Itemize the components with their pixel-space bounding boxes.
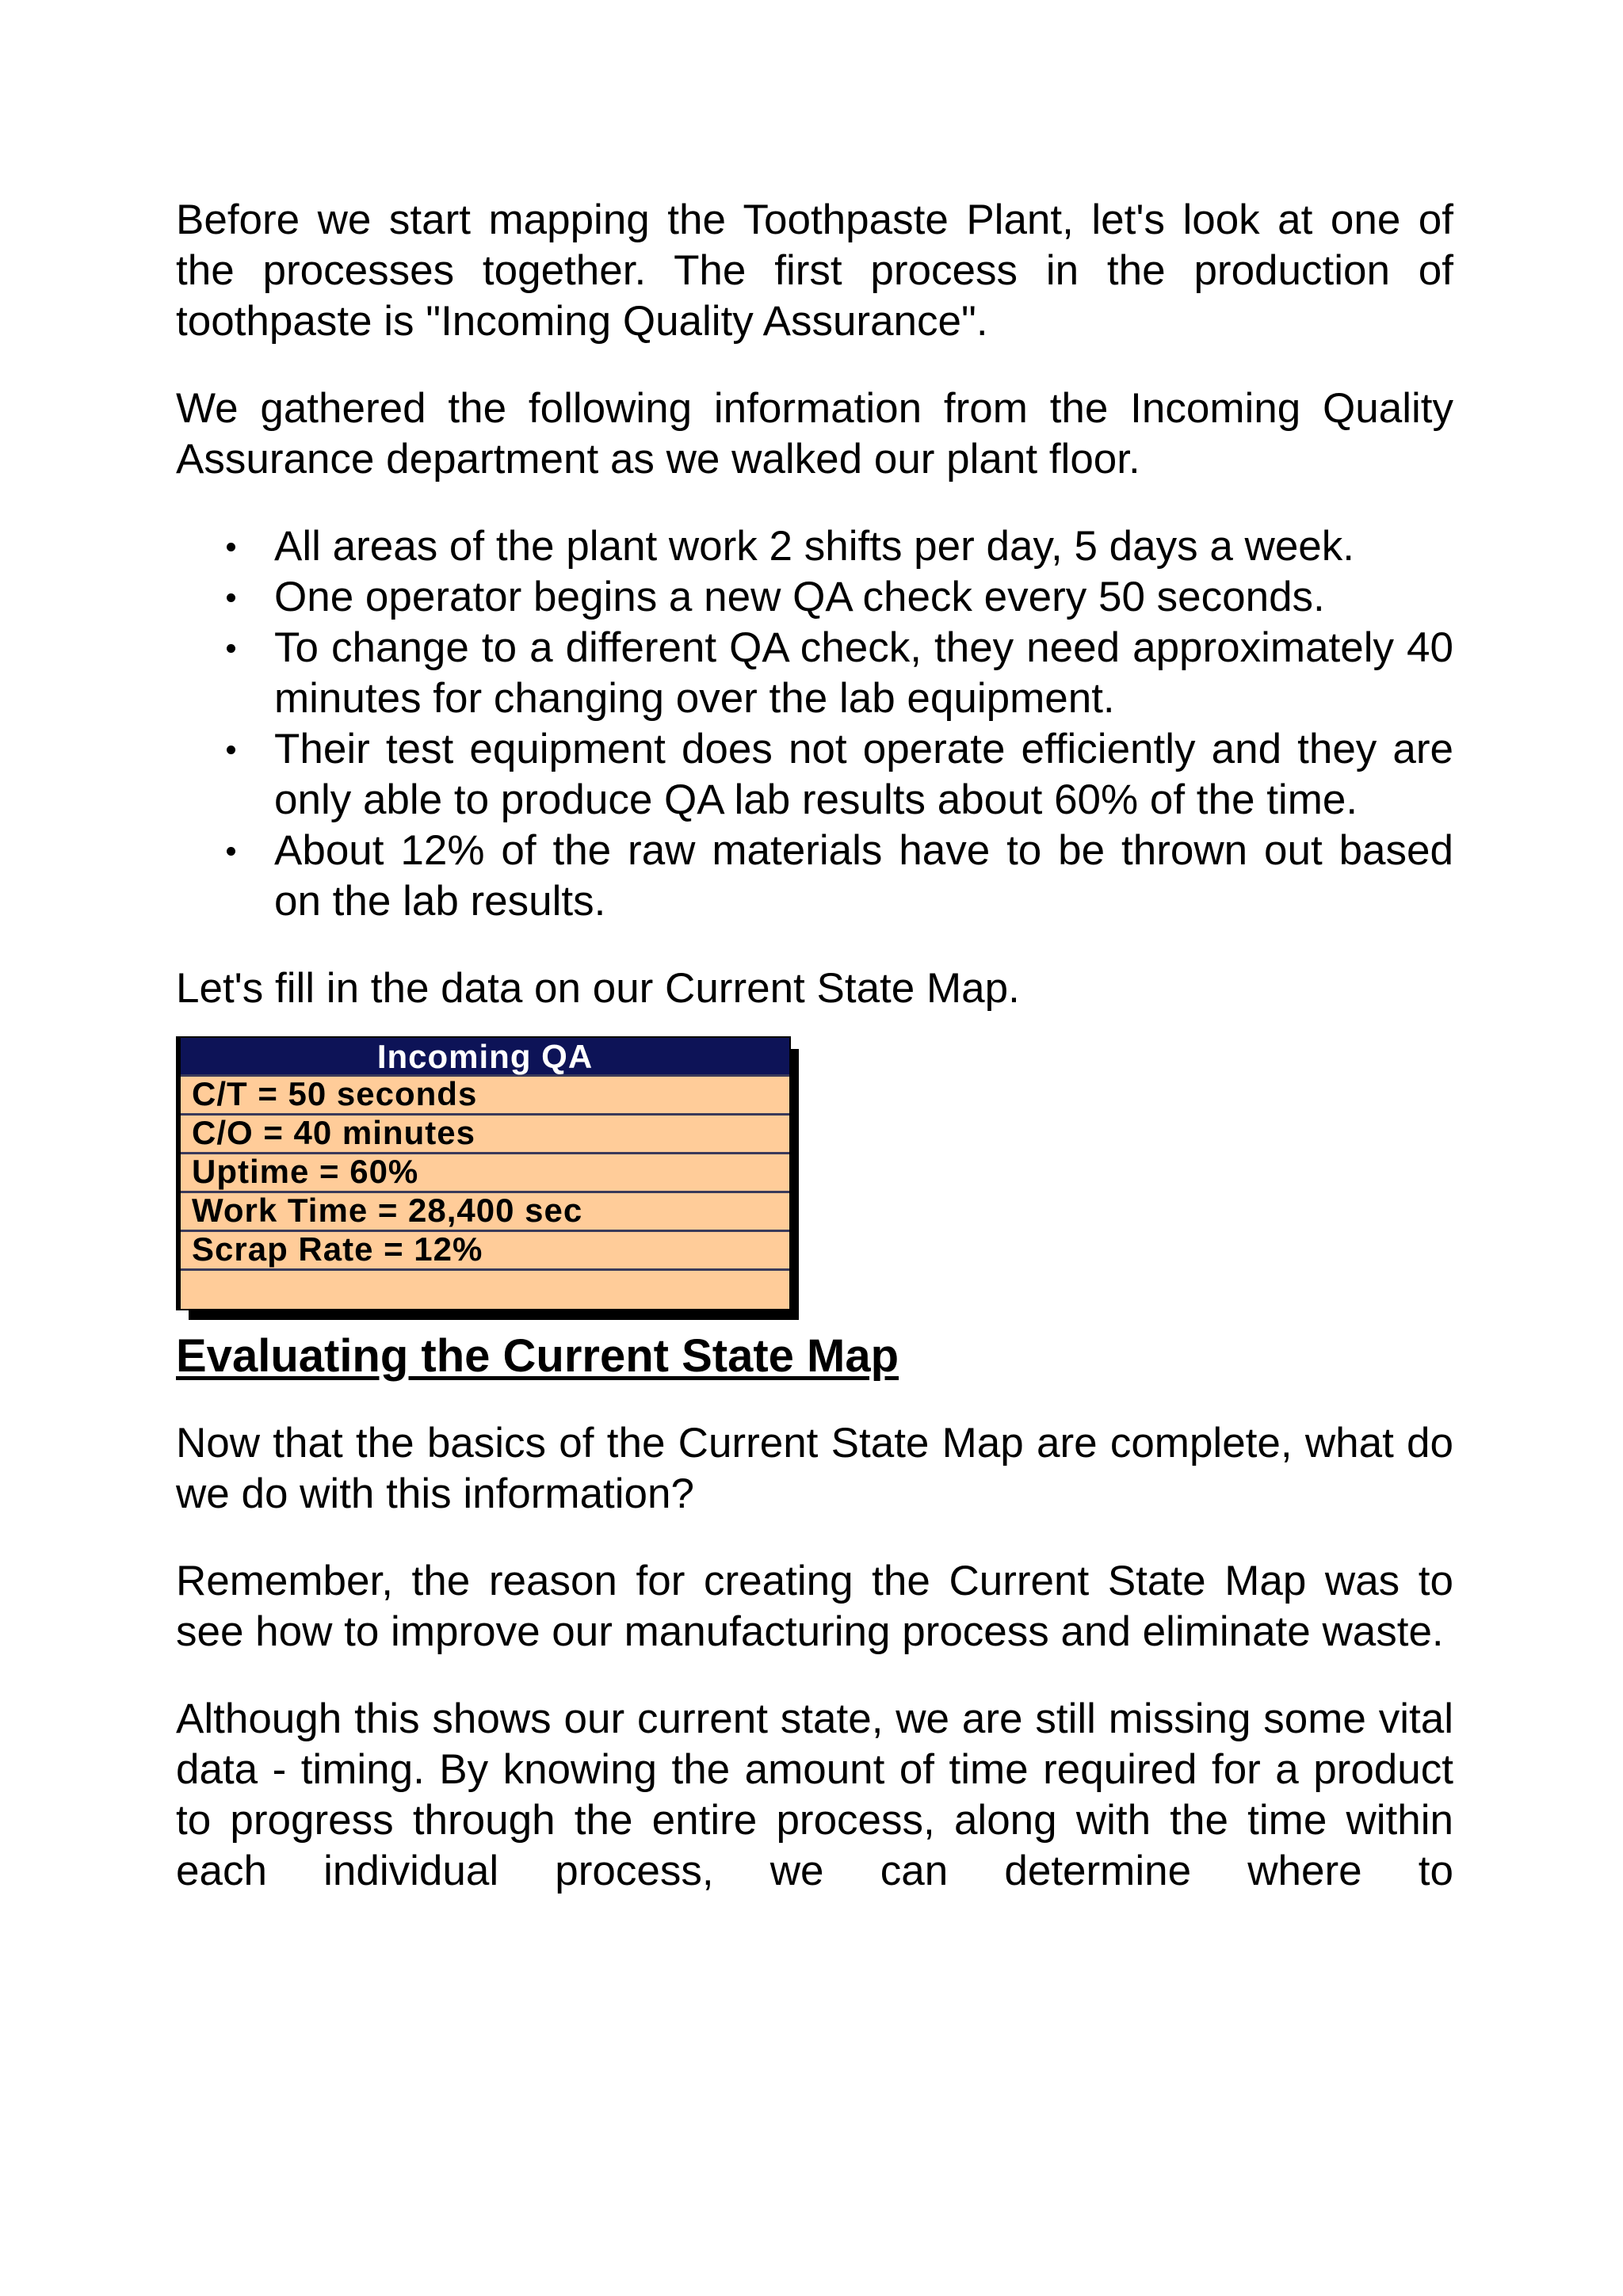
info-bullet-list — [176, 521, 1453, 927]
data-box-row: C/O = 40 minutes — [181, 1113, 789, 1152]
section-paragraph-1: Now that the basics of the Current State Map are complete, what do we do with this information? — [176, 1420, 1453, 1517]
section-heading: Evaluating the Current State Map — [176, 1330, 899, 1382]
incoming-qa-data-box — [176, 1036, 799, 1320]
bullet-item — [176, 724, 1453, 826]
data-box-row: Uptime = 60% — [181, 1152, 789, 1191]
data-box-body — [176, 1036, 791, 1310]
data-box-row: Work Time = 28,400 sec — [181, 1191, 789, 1230]
data-box-row: C/T = 50 seconds — [181, 1074, 789, 1113]
bullet-icon — [227, 847, 235, 856]
bullet-text: One operator begins a new QA check every 50 seconds. — [274, 574, 1325, 620]
bullet-item — [176, 572, 1453, 623]
intro-paragraph-2: We gathered the following information from the Incoming Quality Assurance department as we walked our plant floor. — [176, 385, 1453, 482]
bullet-text: To change to a different QA check, they need approximately 40 minutes for changing over the lab equipment. — [274, 624, 1453, 722]
data-box-row — [181, 1268, 789, 1307]
bullet-text: Their test equipment does not operate efficiently and they are only able to produce QA lab results about 60% of the time. — [274, 726, 1453, 823]
data-box-row: Scrap Rate = 12% — [181, 1230, 789, 1268]
bullet-icon — [227, 644, 235, 653]
section-paragraph-2: Remember, the reason for creating the Current State Map was to see how to improve our manufacturing process and eliminate waste. — [176, 1558, 1453, 1655]
bullet-text: About 12% of the raw materials have to be thrown out based on the lab results. — [274, 827, 1453, 925]
bullet-icon — [227, 746, 235, 754]
bullet-icon — [227, 593, 235, 602]
document-page — [176, 195, 1453, 1933]
data-box-title: Incoming QA — [181, 1038, 789, 1074]
bullet-item — [176, 521, 1453, 572]
bullet-icon — [227, 543, 235, 551]
intro-paragraph-1: Before we start mapping the Toothpaste Plant, let's look at one of the processes together. The first process in the production of toothpaste is "Incoming Quality Assurance". — [176, 196, 1453, 345]
fill-in-paragraph: Let's fill in the data on our Current State Map. — [176, 965, 1020, 1012]
bullet-text: All areas of the plant work 2 shifts per day, 5 days a week. — [274, 523, 1354, 570]
bullet-item — [176, 623, 1453, 724]
bullet-item — [176, 826, 1453, 927]
section-paragraph-3: Although this shows our current state, we are still missing some vital data - timing. By knowing the amount of time required for a product to progress through the entire process, along with the time within each individual process, we can determine where to — [176, 1695, 1453, 1894]
